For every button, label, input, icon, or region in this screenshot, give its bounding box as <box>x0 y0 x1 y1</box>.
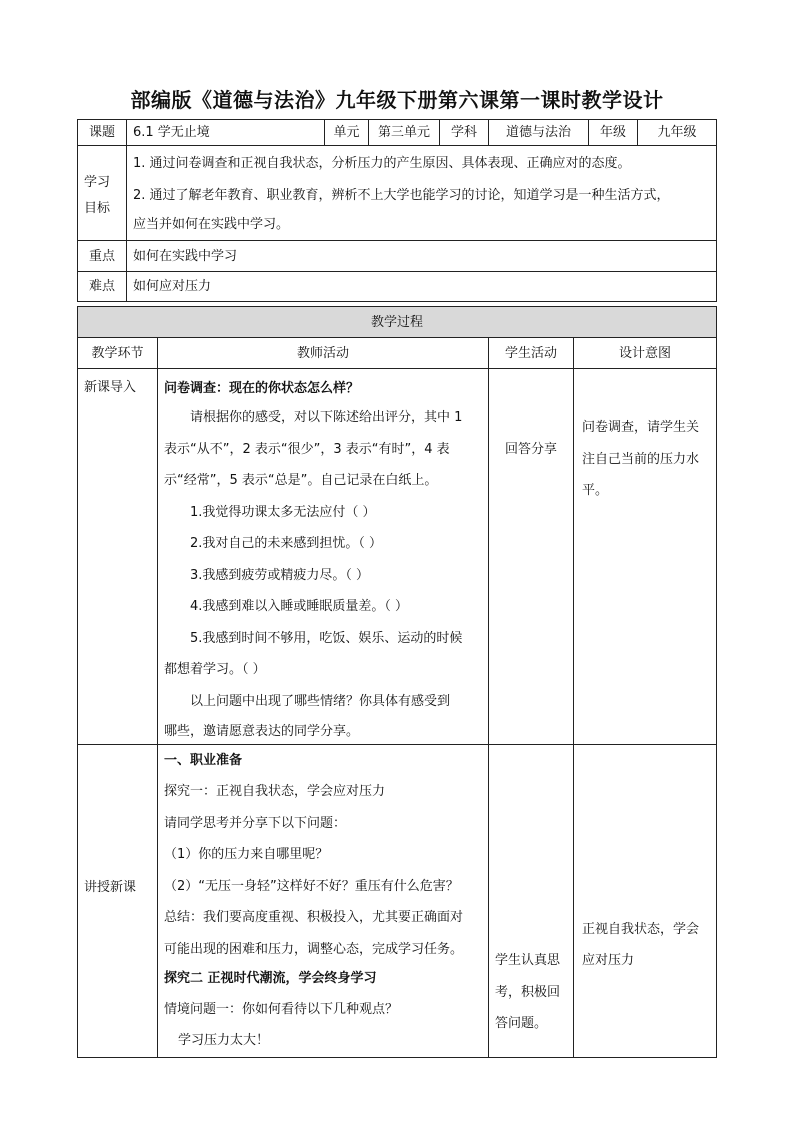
row1-teacher-line: 4.我感到难以入睡或睡眠质量差。（ ） <box>190 599 409 614</box>
row2-intent-line: 应对压力 <box>582 953 635 968</box>
row2-student-line: 学生认真思 <box>495 953 561 968</box>
difficulty-label: 难点 <box>77 271 127 302</box>
value-unit: 第三单元 <box>368 119 440 146</box>
row1-teacher-line: 以上问题中出现了哪些情绪？你具体有感受到 <box>190 694 451 709</box>
row2-teacher-line: 总结：我们要高度重视、积极投入，尤其要正确面对 <box>164 910 464 925</box>
row1-teacher-line: 示“经常”，5 表示“总是”。自己记录在白纸上。 <box>164 473 438 488</box>
goals-label-line1: 学习 <box>84 175 111 190</box>
focus-label: 重点 <box>77 240 127 272</box>
value-topic: 6.1 学无止境 <box>126 119 325 146</box>
row2-student-line: 答问题。 <box>495 1016 548 1031</box>
row1-intent-line: 问卷调查，请学生关 <box>582 420 700 435</box>
row1-intent-cell <box>573 368 717 745</box>
row2-teacher-line: （1）你的压力来自哪里呢？ <box>164 847 329 862</box>
row2-teacher-line: 请同学思考并分享下以下问题： <box>164 816 347 831</box>
page-title: 部编版《道德与法治》九年级下册第六课第一课时教学设计 <box>130 88 664 112</box>
difficulty-value: 如何应对压力 <box>126 271 717 302</box>
goals-content-cell <box>126 145 717 241</box>
row1-intent-line: 平。 <box>582 483 609 498</box>
label-subject: 学科 <box>439 119 489 146</box>
goal-2-line1: 2. 通过了解老年教育、职业教育，辨析不上大学也能学习的讨论，知道学习是一种生活方式， <box>133 188 670 203</box>
col-stage: 教学环节 <box>77 337 158 369</box>
row1-stage-cell <box>77 368 158 745</box>
row2-teacher-line: 情境问题一：你如何看待以下几种观点？ <box>164 1002 399 1017</box>
row1-teacher-line: 1.我觉得功课太多无法应付（ ） <box>190 505 376 520</box>
goals-label-cell <box>77 145 127 241</box>
row2-teacher-line: 学习压力太大！ <box>178 1033 270 1048</box>
label-grade: 年级 <box>588 119 638 146</box>
col-teacher: 教师活动 <box>157 337 489 369</box>
col-intent: 设计意图 <box>573 337 717 369</box>
row1-teacher-line: 表示“从不”，2 表示“很少”，3 表示“有时”，4 表 <box>164 442 450 457</box>
goal-1: 1. 通过问卷调查和正视自我状态，分析压力的产生原因、具体表现、正确应对的态度。 <box>133 156 631 171</box>
row1-student-cell <box>488 368 574 745</box>
row1-student: 回答分享 <box>505 442 558 457</box>
row2-student-line: 考，积极回 <box>495 985 561 1000</box>
row2-teacher-line: （2）“无压一身轻”这样好不好？重压有什么危害？ <box>164 879 459 894</box>
row1-stage: 新课导入 <box>84 380 137 395</box>
label-unit: 单元 <box>324 119 369 146</box>
row2-teacher-line: 探究二 正视时代潮流，学会终身学习 <box>164 971 377 986</box>
col-student: 学生活动 <box>488 337 574 369</box>
row2-stage: 讲授新课 <box>84 880 137 895</box>
process-header: 教学过程 <box>77 306 717 338</box>
row1-intent-line: 注自己当前的压力水 <box>582 452 700 467</box>
row2-teacher-line: 探究一：正视自我状态，学会应对压力 <box>164 784 386 799</box>
row2-intent-cell <box>573 744 717 1058</box>
row2-stage-cell <box>77 744 158 1058</box>
value-subject: 道德与法治 <box>488 119 589 146</box>
row1-teacher-line: 3.我感到疲劳或精疲力尽。（ ） <box>190 568 370 583</box>
row2-teacher-cell <box>157 744 489 1058</box>
row1-teacher-line: 哪些，邀请愿意表达的同学分享。 <box>164 724 360 739</box>
focus-value: 如何在实践中学习 <box>126 240 717 272</box>
row1-teacher-line: 问卷调查：现在的你状态怎么样？ <box>164 381 360 396</box>
row1-teacher-line: 请根据你的感受，对以下陈述给出评分，其中 1 <box>190 410 463 425</box>
goals-label-line2: 目标 <box>84 201 111 216</box>
row1-teacher-line: 5.我感到时间不够用，吃饭、娱乐、运动的时候 <box>190 631 463 646</box>
row1-teacher-cell <box>157 368 489 745</box>
row1-teacher-line: 都想着学习。（ ） <box>164 662 266 677</box>
row1-teacher-line: 2.我对自己的未来感到担忧。（ ） <box>190 536 383 551</box>
row2-teacher-line: 可能出现的困难和压力，调整心态，完成学习任务。 <box>164 942 464 957</box>
label-topic: 课题 <box>77 119 127 146</box>
row2-teacher-line: 一、职业准备 <box>164 753 243 768</box>
goal-2-line2: 应当并如何在实践中学习。 <box>133 217 290 232</box>
row2-intent-line: 正视自我状态，学会 <box>582 922 700 937</box>
value-grade: 九年级 <box>637 119 717 146</box>
row2-student-cell <box>488 744 574 1058</box>
